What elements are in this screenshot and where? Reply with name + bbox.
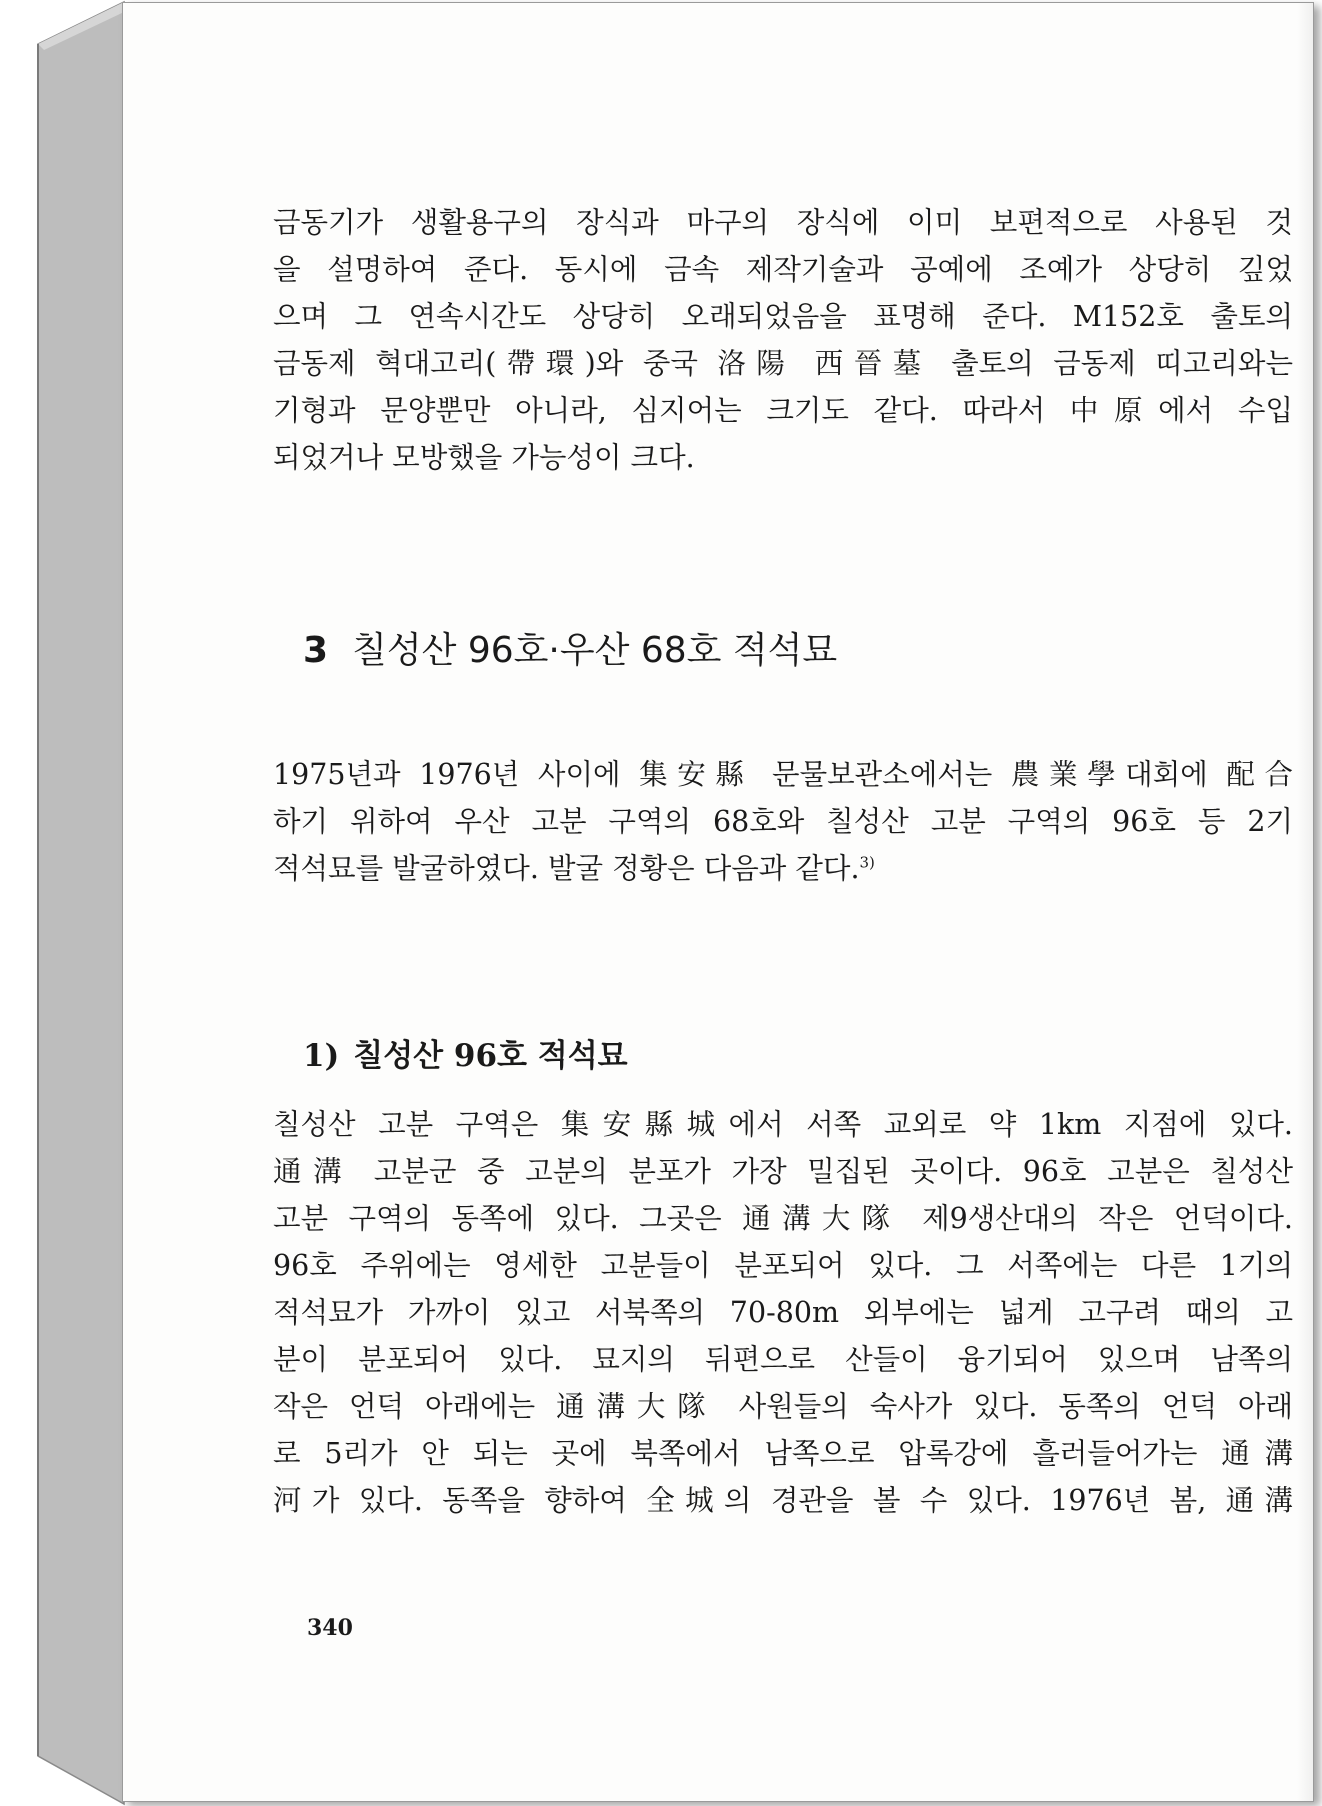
text-line: 칠성산 고분 구역은 集安縣城에서 서쪽 교외로 약 1km 지점에 있다. [273,1108,1293,1141]
subsection-title: 칠성산 96호 적석묘 [353,1038,628,1074]
text-line: 작은 언덕 아래에는 通溝大隊 사원들의 숙사가 있다. 동쪽의 언덕 아래 [273,1390,1293,1423]
text-line: 기형과 문양뿐만 아니라, 심지어는 크기도 같다. 따라서 中原에서 수입 [273,394,1293,427]
text-line: 고분 구역의 동쪽에 있다. 그곳은 通溝大隊 제9생산대의 작은 언덕이다. [273,1202,1293,1235]
text-line: 적석묘가 가까이 있고 서북쪽의 70-80m 외부에는 넓게 고구려 때의 고 [273,1296,1293,1329]
text-line: 을 설명하여 준다. 동시에 금속 제작기술과 공예에 조예가 상당히 깊었 [273,253,1293,286]
text-line: 분이 분포되어 있다. 묘지의 뒤편으로 산들이 융기되어 있으며 남쪽의 [273,1343,1293,1376]
footnote-reference[interactable]: 3) [859,853,875,872]
paragraph-1 [273,199,1293,481]
paragraph-2 [273,751,1293,892]
text-line: 으며 그 연속시간도 상당히 오래되었음을 표명해 준다. M152호 출토의 [273,300,1293,333]
text-line: 되었거나 모방했을 가능성이 크다. [273,441,695,474]
text-line: 通溝 고분군 중 고분의 분포가 가장 밀집된 곳이다. 96호 고분은 칠성산 [273,1155,1293,1188]
section-heading [303,627,837,675]
text-line: 96호 주위에는 영세한 고분들이 분포되어 있다. 그 서쪽에는 다른 1기의 [273,1249,1293,1282]
page-number: 340 [307,1615,353,1641]
text-line: 하기 위하여 우산 고분 구역의 68호와 칠성산 고분 구역의 96호 등 2기 [273,805,1293,838]
text-line: 1975년과 1976년 사이에 集安縣 문물보관소에서는 農業學대회에 配合 [273,758,1293,791]
page-edge-shadow [1297,3,1313,1801]
text-line-with-footnote [273,845,1293,892]
section-title: 칠성산 96호·우산 68호 적석묘 [352,629,838,671]
subsection-heading [303,1034,628,1078]
text-line: 금동제 혁대고리(帶環)와 중국 洛陽 西晉墓 출토의 금동제 띠고리와는 [273,347,1293,380]
paragraph-3 [273,1101,1293,1524]
text-line: 금동기가 생활용구의 장식과 마구의 장식에 이미 보편적으로 사용된 것 [273,206,1293,239]
section-number: 3 [303,629,329,671]
text-line: 로 5리가 안 되는 곳에 북쪽에서 남쪽으로 압록강에 흘러들어가는 通溝 [273,1437,1293,1470]
text-line: 河가 있다. 동쪽을 향하여 全城의 경관을 볼 수 있다. 1976년 봄, 通溝 [273,1484,1293,1517]
subsection-number: 1) [303,1038,340,1074]
book-spine [0,0,130,1806]
text-line: 적석묘를 발굴하였다. 발굴 정황은 다음과 같다. [273,852,860,885]
book-page [122,2,1314,1802]
